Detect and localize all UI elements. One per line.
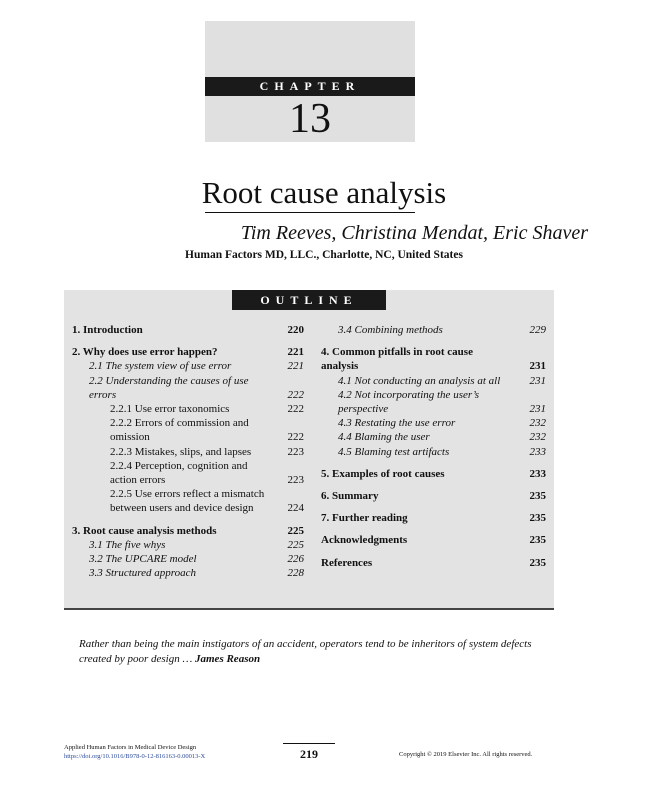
toc-entry[interactable]: [321, 323, 546, 337]
toc-entry[interactable]: [321, 430, 546, 444]
toc-right-column: [321, 323, 546, 570]
toc-entry[interactable]: [321, 445, 546, 459]
toc-entry[interactable]: [72, 323, 304, 337]
toc-entry-page: 224: [287, 502, 304, 515]
affiliation: Human Factors MD, LLC., Charlotte, NC, United States: [185, 249, 463, 261]
toc-entry-title: 2.2.1 Use error taxonomics: [110, 403, 230, 416]
authors: Tim Reeves, Christina Mendat, Eric Shaver: [240, 222, 588, 244]
toc-entry[interactable]: [72, 566, 304, 580]
toc-entry-page: 235: [529, 534, 546, 547]
epigraph: [79, 637, 549, 667]
toc-entry-title: 4.1 Not conducting an analysis at all: [338, 374, 501, 387]
toc-entry-title: 5. Examples of root causes: [321, 467, 445, 480]
toc-entry-page: 223: [287, 474, 304, 487]
toc-entry-page: 225: [287, 524, 304, 537]
toc-entry-page: 231: [529, 374, 546, 387]
toc-entry-title: 1. Introduction: [72, 324, 143, 336]
outline-label: OUTLINE: [232, 290, 386, 310]
toc-entry-page: 225: [287, 538, 304, 551]
toc-entry-page: 228: [287, 567, 304, 580]
toc-entry-title: 6. Summary: [321, 490, 379, 503]
toc-entry-title: References: [321, 556, 373, 569]
toc-entry[interactable]: [72, 374, 304, 402]
toc-entry-title: Acknowledgments: [321, 534, 408, 547]
footer-citation: [64, 743, 205, 761]
toc-entry[interactable]: [72, 487, 304, 515]
copyright: Copyright © 2019 Elsevier Inc. All rights reserved.: [399, 751, 533, 758]
toc-entry-title: 4. Common pitfalls in root cause analysis: [321, 346, 473, 373]
toc-entry-title: 3.2 The UPCARE model: [89, 553, 197, 566]
toc-entry-page: 232: [529, 431, 546, 444]
toc-entry-title: 4.3 Restating the use error: [338, 417, 456, 430]
toc-entry[interactable]: [72, 552, 304, 566]
toc-entry[interactable]: [72, 416, 304, 444]
toc-entry-page: 221: [287, 360, 304, 373]
toc-entry[interactable]: [72, 345, 304, 359]
toc-left-column: [72, 323, 304, 580]
toc-entry-page: 231: [529, 360, 546, 373]
toc-entry-page: 229: [529, 324, 546, 336]
toc-entry-page: 231: [529, 403, 546, 416]
toc-entry-title: 3.4 Combining methods: [338, 324, 443, 336]
toc-entry-page: 223: [287, 445, 304, 458]
outline-box: [64, 290, 554, 610]
toc-entry-page: 226: [287, 553, 304, 566]
toc-entry-page: 235: [529, 556, 546, 569]
toc-entry-page: 233: [529, 445, 546, 458]
toc-entry-title: 4.5 Blaming test artifacts: [338, 445, 450, 458]
toc-entry-page: 232: [529, 417, 546, 430]
toc-entry-title: 2.2.2 Errors of commission and omission: [110, 417, 249, 444]
toc-entry[interactable]: [321, 467, 546, 481]
toc-entry-title: 4.4 Blaming the user: [338, 431, 430, 444]
toc-entry[interactable]: [72, 445, 304, 459]
epigraph-author: James Reason: [195, 653, 261, 665]
toc-entry-page: 222: [287, 431, 304, 444]
epigraph-text: Rather than being the main instigators of an accident, operators tend to be inheritors of system defects created by poor design …: [79, 638, 532, 665]
toc-entry[interactable]: [72, 359, 304, 373]
toc-entry[interactable]: [72, 538, 304, 552]
toc-entry-page: 235: [529, 490, 546, 503]
toc-entry-title: 2.2 Understanding the causes of use errors: [89, 374, 249, 401]
toc-entry[interactable]: [321, 374, 546, 388]
toc-entry-page: 235: [529, 512, 546, 525]
toc-entry-title: 2.1 The system view of use error: [89, 360, 232, 373]
toc-entry[interactable]: [321, 533, 546, 547]
toc-entry[interactable]: [72, 402, 304, 416]
chapter-label: CHAPTER: [205, 77, 415, 96]
toc-entry-title: 4.2 Not incorporating the user’s perspective: [338, 388, 480, 416]
toc-entry[interactable]: [321, 345, 546, 373]
toc-entry-page: 220: [287, 324, 304, 336]
toc-entry[interactable]: [321, 511, 546, 525]
chapter-number: 13: [289, 96, 331, 142]
toc-entry-page: 222: [287, 388, 304, 401]
toc-entry-title: 2.2.4 Perception, cognition and action errors: [110, 459, 248, 487]
toc-entry-title: 3.1 The five whys: [89, 538, 166, 551]
toc-entry[interactable]: [72, 524, 304, 538]
title-divider: [205, 212, 415, 213]
toc-entry-title: 2.2.5 Use errors reflect a mismatch between users and device design: [110, 488, 265, 515]
doi-link[interactable]: https://doi.org/10.1016/B978-0-12-816163-0.00013-X: [64, 753, 206, 760]
toc-entry-title: 2.2.3 Mistakes, slips, and lapses: [110, 445, 252, 458]
toc-entry-page: 222: [287, 403, 304, 416]
toc-entry[interactable]: [321, 489, 546, 503]
book-title: Applied Human Factors in Medical Device Design: [64, 744, 197, 751]
chapter-title: Root cause analysis: [201, 175, 447, 210]
footer-divider: [283, 743, 335, 744]
toc-entry[interactable]: [321, 388, 546, 416]
toc-entry-title: 3. Root cause analysis methods: [72, 524, 217, 537]
toc-entry-page: 233: [529, 467, 546, 480]
page-number: 219: [300, 747, 318, 761]
toc-entry-title: 2. Why does use error happen?: [72, 346, 218, 359]
toc-entry[interactable]: [321, 416, 546, 430]
chapter-header: [205, 21, 415, 142]
toc-entry-title: 7. Further reading: [321, 512, 408, 525]
toc-entry[interactable]: [321, 556, 546, 570]
toc-entry-title: 3.3 Structured approach: [89, 567, 197, 580]
toc-entry-page: 221: [287, 346, 304, 359]
toc-entry[interactable]: [72, 459, 304, 487]
